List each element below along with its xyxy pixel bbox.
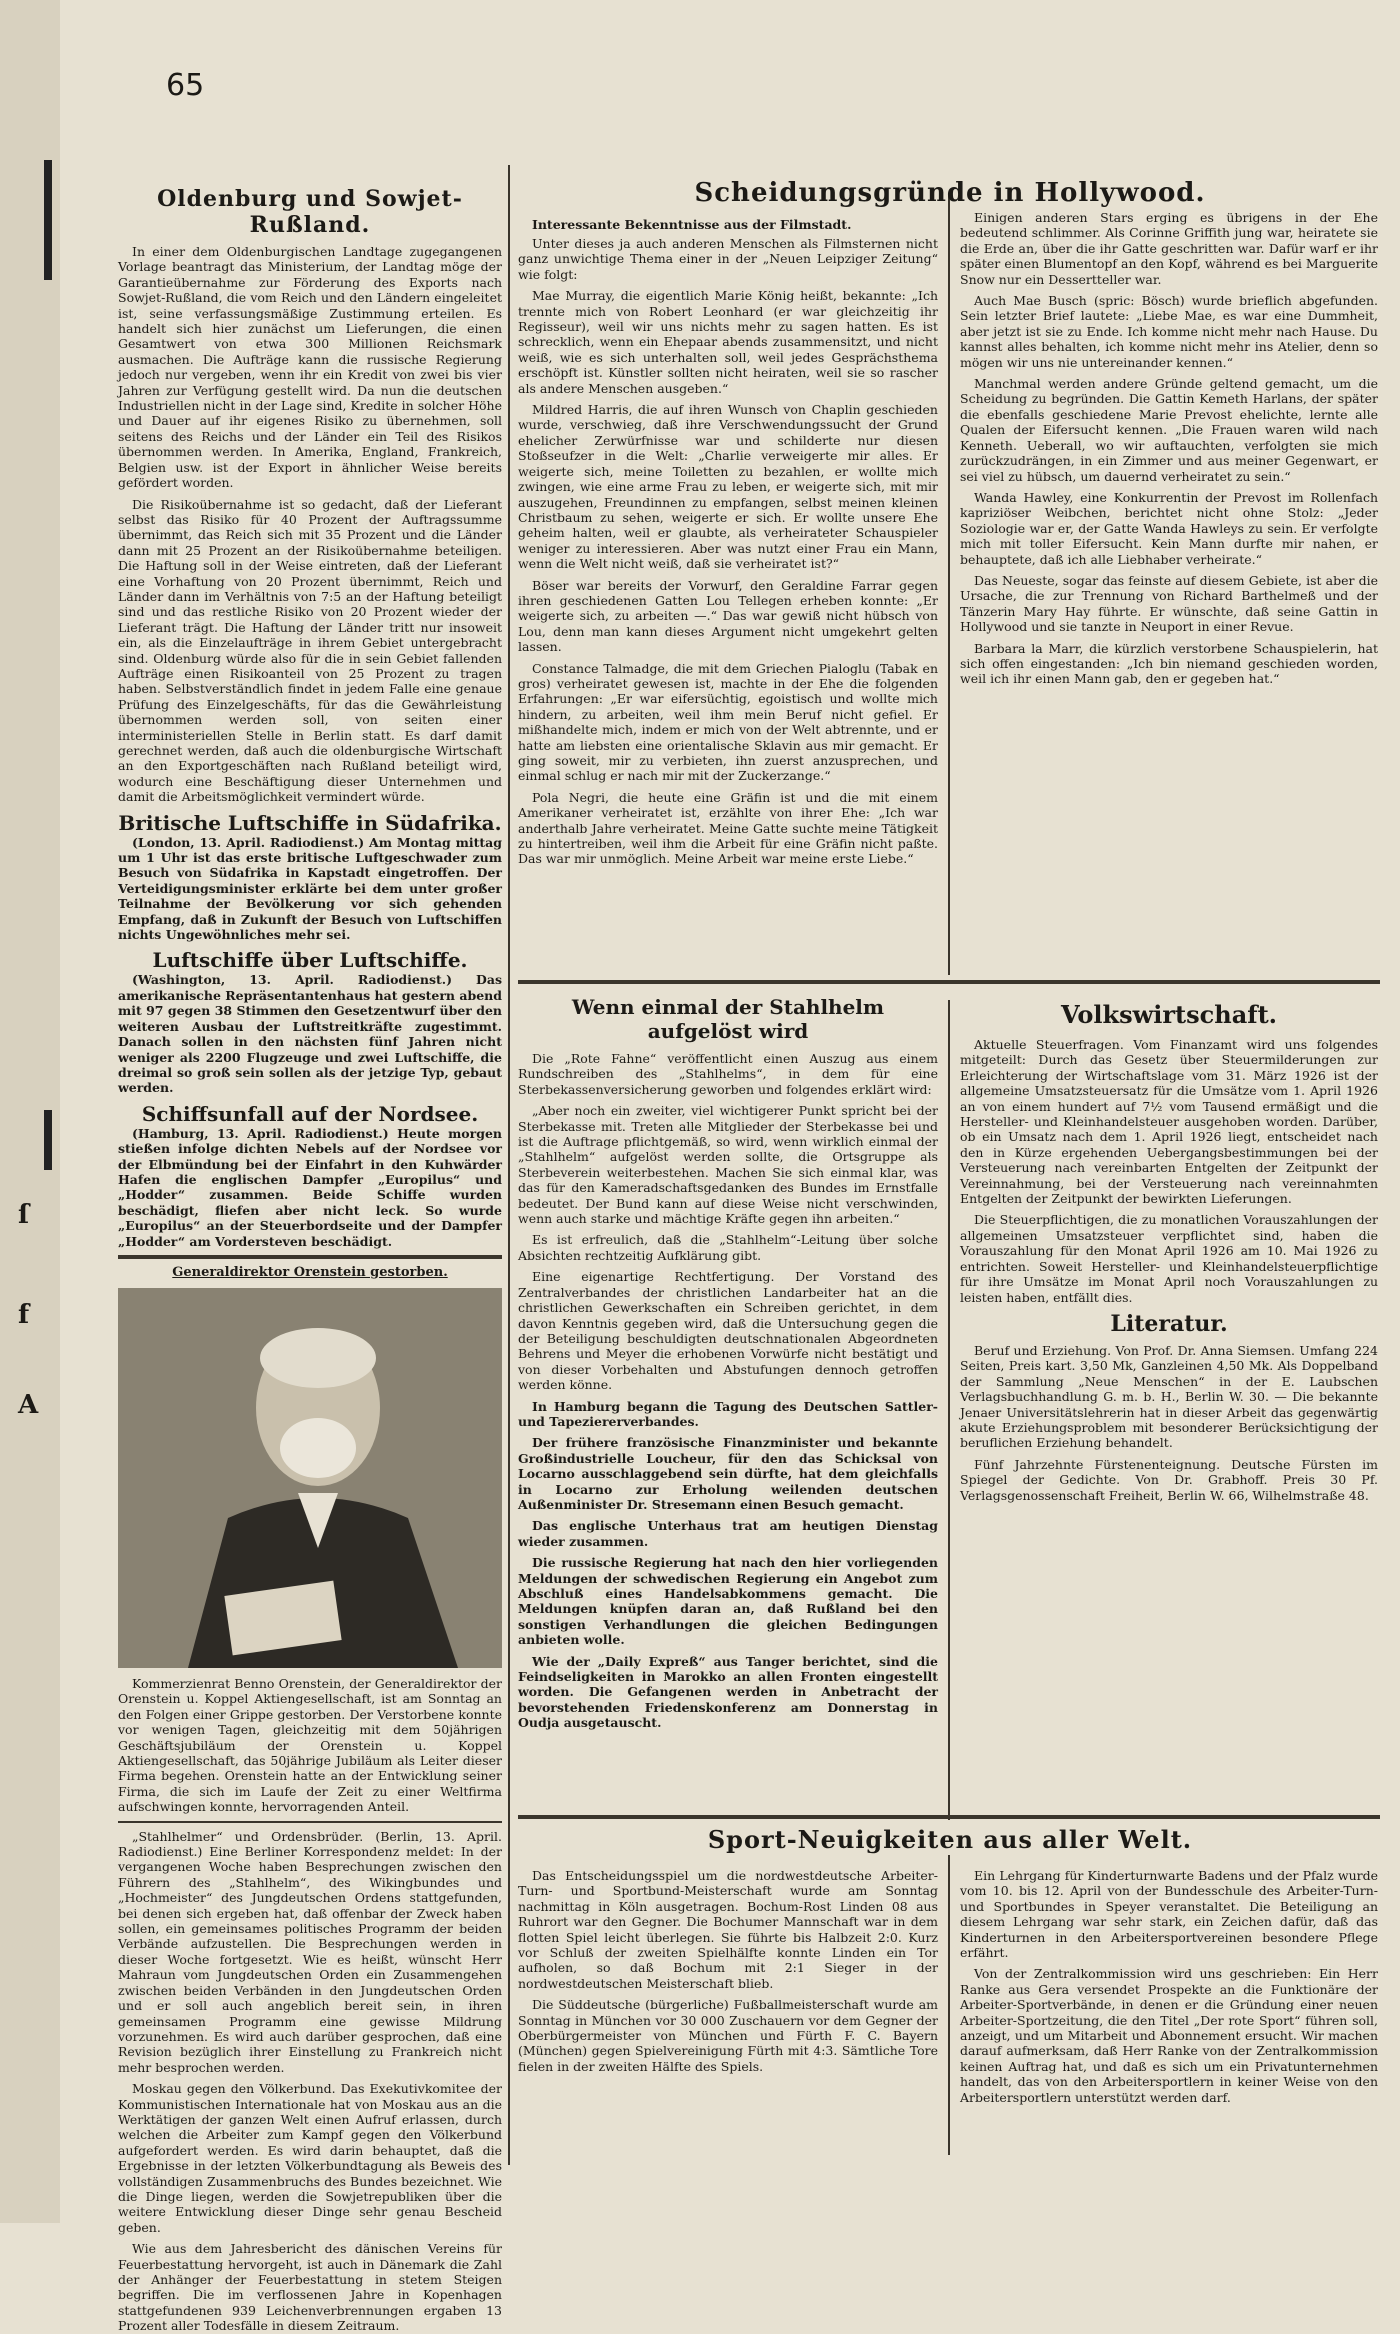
- column-right-bottom: [960, 1000, 1378, 1790]
- article-paragraph: Die Süddeutsche (bürgerliche) Fußballmeisterschaft wurde am Sonntag in München vor 30 000 Zuschauern vor dem Gegner der Oberbürgermeister von München und Fürth F. C. Bayern (München) gegen Spielvereinigung Fürth mit 4:3. Sämtliche Tore fielen in der zweiten Hälfte des Spiels.: [518, 1997, 938, 2074]
- margin-glyph: f: [18, 1300, 30, 1330]
- article-paragraph: (Washington, 13. April. Radiodienst.) Das amerikanische Repräsentantenhaus hat gestern abend mit 97 gegen 38 Stimmen den Gesetzentwurf über den weiteren Ausbau der Luftstreitkräfte zugestimmt. Danach sollen in den nächsten fünf Jahren nicht weniger als 2200 Flugzeuge und zwei Luftschiffe, die dreimal so groß sein sollen als der jetzige Typ, gebaut werden.: [118, 972, 502, 1096]
- article-paragraph: „Aber noch ein zweiter, viel wichtigerer Punkt spricht bei der Sterbekasse mit. Treten alle Mitglieder der Sterbekasse bei und ist die Auftrage pflichtgemäß, so wird, wenn wirklich einmal der „Stahlhelm“ aufgelöst werden sollte, die Ortsgruppe als Sterbeverein weiterbestehen. Machen Sie sich einmal klar, was das für den Kameradschaftsgedanken des Bundes im Ernstfalle bedeutet. Der Bund kann auf diese Weise nicht verschwinden, wenn auch starke und mächtige Kräfte gegen ihn arbeiten.“: [518, 1103, 938, 1227]
- article-paragraph: Das Neueste, sogar das feinste auf diesem Gebiete, ist aber die Ursache, die zur Trennung von Richard Barthelmeß und der Tänzerin Mary Hay führte. Er wünschte, daß seine Gattin in Hollywood und sie tanzte in Neuport in einer Revue.: [960, 572, 1378, 635]
- article-paragraph: Wie aus dem Jahresbericht des dänischen Vereins für Feuerbestattung hervorgeht, ist auch in Dänemark die Zahl der Anhänger der Feuerbestattung in stetem Steigen begriffen. Die im verflossenen Jahre in Kopenhagen stattgefundenen 939 Leichenverbrennungen ergaben 13 Prozent aller Todesfälle in diesem Zeitraum.: [118, 2241, 502, 2334]
- portrait-photo: [118, 1288, 502, 1668]
- article-paragraph: Ein Lehrgang für Kinderturnwarte Badens und der Pfalz wurde vom 10. bis 12. April von der Bundesschule des Arbeiter-Turn- und Sportbundes in Speyer veranstaltet. Die Beteiligung an diesem Lehrgang war sehr stark, ein Zeichen dafür, daß das Kinderturnen in den Arbeitersportvereinen besondere Pflege erfährt.: [960, 1868, 1378, 1961]
- section-divider: [518, 1815, 1380, 1819]
- article-paragraph: Mae Murray, die eigentlich Marie König heißt, bekannte: „Ich trennte mich von Robert Leonhard (er war gleichzeitig ihr Regisseur), weil wir uns nichts mehr zu sagen hatten. Es ist schrecklich, wenn ein Ehepaar abends zusammensitzt, und nicht weiß, wie es sich unterhalten soll, weil jedes Gesprächsthema erschöpft ist. Künstler sollten nicht heiraten, weil sie so rascher als andere Menschen ausgeben.“: [518, 288, 938, 396]
- column-middle-bottom: [518, 995, 938, 1785]
- headline-literatur: Literatur.: [1110, 1310, 1228, 1337]
- column-right-top: [960, 210, 1378, 970]
- column-middle-top: [518, 215, 938, 970]
- article-paragraph: Die russische Regierung hat nach den hier vorliegenden Meldungen der schwedischen Regierung ein Angebot zum Abschluß eines Handelsabkommens gemacht. Die Meldungen knüpfen daran an, daß Rußland bei den sonstigen Verhandlungen die gleichen Bedingungen anbieten wolle.: [518, 1555, 938, 1648]
- article-paragraph: Manchmal werden andere Gründe geltend gemacht, um die Scheidung zu begründen. Die Gattin Kemeth Harlans, der später die ebenfalls geschiedene Marie Prevost ehelichte, lernte alle Qualen der Eifersucht kennen. „Die Frauen waren wild nach Kenneth. Ueberall, wo wir auftauchten, verfolgten sie mich zurückzudrängen, in ein Zimmer und aus meiner Gegenwart, er sei viel zu hübsch, um dauernd verheiratet zu sein.“: [960, 376, 1378, 484]
- article-paragraph: (London, 13. April. Radiodienst.) Am Montag mittag um 1 Uhr ist das erste britische Luftgeschwader zum Besuch von Südafrika in Kapstadt eingetroffen. Der Verteidigungsminister erklärte bei dem unter großer Teilnahme der Bevölkerung vor sich gehenden Empfang, daß in Zukunft der Besuch von Luftschiffen nichts Ungewöhnliches mehr sei.: [118, 834, 502, 943]
- photo-headline: Generaldirektor Orenstein gestorben.: [172, 1264, 448, 1280]
- column-rule: [948, 195, 950, 975]
- article-paragraph: Moskau gegen den Völkerbund. Das Exekutivkomitee der Kommunistischen Internationale hat von Moskau aus an die Werktätigen der ganzen Welt einen Aufruf erlassen, durch welchen die Arbeiter zum Kampf gegen den Völkerbund aufgefordert werden. Es wird darin behauptet, daß die Ergebnisse in der letzten Völkerbundtagung als Beweis des vollständigen Zusammenbruchs des Bundes bezeichnet. Wie die Dinge liegen, werden die Sowjetrepubliken über die weitere Entwicklung dieser Dinge sehr genau Bescheid geben.: [118, 2081, 502, 2235]
- margin-mark: [44, 1110, 52, 1170]
- column-rule: [948, 1855, 950, 2155]
- column-rule: [508, 165, 510, 2165]
- margin-mark: [44, 160, 52, 280]
- margin-glyph: ſ: [18, 1200, 30, 1230]
- headline-luftschiffe: Luftschiffe über Luftschiffe.: [152, 948, 468, 973]
- article-paragraph: Es ist erfreulich, daß die „Stahlhelm“-Leitung über solche Absichten rechtzeitig Aufklärung gibt.: [518, 1232, 938, 1263]
- headline-stahlhelm: Wenn einmal der Stahlhelm aufgelöst wird: [571, 995, 885, 1043]
- section-divider: [518, 980, 1380, 984]
- article-paragraph: Wanda Hawley, eine Konkurrentin der Prevost im Rollenfach kapriziöser Weibchen, berichtet nicht ohne Stolz: „Jeder Soziologie war er, der Gatte Wanda Hawleys zu sein. Er verfolgte mich mit toller Eifersucht. Kein Mann durfte mir nahen, er behauptete, daß ich alle Liebhaber verheirate.“: [960, 489, 1378, 567]
- article-paragraph: Beruf und Erziehung. Von Prof. Dr. Anna Siemsen. Umfang 224 Seiten, Preis kart. 3,50 Mk, Ganzleinen 4,50 Mk. Als Doppelband der Sammlung „Neue Menschen“ in der E. Laubschen Verlagsbuchhandlung G. m. b. H., Berlin W. 30. — Die bekannte Jenaer Universitätslehrerin hat in dieser Arbeit das gegenwärtig akute Erziehungsproblem mit besonderer Berücksichtigung der beruflichen Erziehung behandelt.: [960, 1342, 1378, 1451]
- article-paragraph: Unter dieses ja auch anderen Menschen als Filmsternen nicht ganz unwichtige Thema einer in der „Neuen Leipziger Zeitung“ wie folgt:: [518, 236, 938, 282]
- headline-luftschiffe-suedafrika: Britische Luftschiffe in Südafrika.: [118, 810, 502, 835]
- page-number: 65: [166, 68, 205, 103]
- sport-column-left: [518, 1868, 938, 2168]
- article-paragraph: Einigen anderen Stars erging es übrigens in der Ehe bedeutend schlimmer. Als Corinne Griffith jung war, heiratete sie die Erde an, über die ihr Gatte geschritten war. Dafür warf er ihr später einen Blumentopf an den Kopf, während es bei Marguerite Snow nur ein Dessertteller war.: [960, 210, 1378, 287]
- article-paragraph: In Hamburg begann die Tagung des Deutschen Sattler- und Tapeziererverbandes.: [518, 1398, 938, 1429]
- article-paragraph: Constance Talmadge, die mit dem Griechen Pialoglu (Tabak en gros) verheiratet gewesen ist, machte in der Ehe die folgenden Erfahrungen: „Er war eifersüchtig, egoistisch und wollte mich hindern, zu arbeiten, weil ihm mein Beruf nicht gefiel. Er mißhandelte mich, indem er mich von der Welt abtrennte, und er hatte am liebsten eine orientalische Sklavin aus mir gemacht. Er ging soweit, mir zu verbieten, ihn zuerst anzusprechen, und einmal schlug er nach mir mit der Zuckerzange.“: [518, 660, 938, 784]
- left-margin-strip: [0, 0, 60, 2223]
- section-divider: [118, 1821, 502, 1823]
- article-paragraph: Kommerzienrat Benno Orenstein, der Generaldirektor der Orenstein u. Koppel Aktiengesellschaft, ist am Sonntag an den Folgen einer Grippe gestorben. Der Verstorbene konnte vor wenigen Tagen, gleichzeitig mit dem 50jährigen Geschäftsjubiläum der Orenstein u. Koppel Aktiengesellschaft, das 50jährige Jubiläum als Leiter dieser Firma begehen. Orenstein hatte an der Entwicklung seiner Firma, die sich im Laufe der Zeit zu einer Weltfirma aufschwingen konnte, hervorragenden Anteil.: [118, 1675, 502, 1815]
- article-subheadline: Interessante Bekenntnisse aus der Filmstadt.: [532, 217, 852, 232]
- sport-column-right: [960, 1868, 1378, 2168]
- column-left: [118, 170, 502, 2334]
- article-paragraph: Aktuelle Steuerfragen. Vom Finanzamt wird uns folgendes mitgeteilt: Durch das Gesetz über Steuermilderungen zur Erleichterung der Wirtschaftslage vom 31. März 1926 ist der allgemeine Umsatzsteuersatz für die Umsätze vom 1. April 1926 an von einem hundert auf 7½ vom Tausend ermäßigt und die Hersteller- und Kleinhandelsteuer ausgehoben worden. Darüber, ob ein Umsatz nach dem 1. April 1926 liegt, entscheidet nach den in Kürze ergehenden Uebergangsbestimmungen bei der Versteuerung nach vereinbarten Entgelten der Zeitpunkt der Vereinnahmung, bei der Versteuerung nach vereinnahmten Entgelten der Zeitpunkt der bewirkten Lieferungen.: [960, 1037, 1378, 1207]
- headline-schiffsunfall: Schiffsunfall auf der Nordsee.: [141, 1101, 479, 1126]
- article-paragraph: Auch Mae Busch (spric: Bösch) wurde brieflich abgefunden. Sein letzter Brief lautete: „Liebe Mae, es war eine Dummheit, aber jetzt ist sie zu Ende. Ich komme nicht mehr nach Hause. Du kannst alles behalten, ich komme nicht mehr ins Atelier, denn so mögen wir uns nie untereinander kennen.“: [960, 293, 1378, 370]
- article-paragraph: Barbara la Marr, die kürzlich verstorbene Schauspielerin, hat sich offen eingestanden: „Ich bin niemand geschieden worden, weil ich ihr einen Mann gab, den er gegeben hat.“: [960, 640, 1378, 687]
- article-paragraph: Das englische Unterhaus trat am heutigen Dienstag wieder zusammen.: [518, 1518, 938, 1549]
- article-paragraph: Das Entscheidungsspiel um die nordwestdeutsche Arbeiter-Turn- und Sportbund-Meisterschaft wurde am Sonntag nachmittag in Köln ausgetragen. Bochum-Rost Linden 08 aus Ruhrort war den Gegner. Die Bochumer Mannschaft war in dem flotten Spiel leicht überlegen. Sie führte bis Halbzeit 2:0. Kurz vor Schluß der zweiten Spielhälfte konnte Linden ein Tor aufholen, so daß Bochum mit 2:1 Sieger in der nordwestdeutschen Meisterschaft blieb.: [518, 1868, 938, 1991]
- article-paragraph: (Hamburg, 13. April. Radiodienst.) Heute morgen stießen infolge dichten Nebels auf der Nordsee vor der Elbmündung bei der Einfahrt in den Kuhwärder Hafen die englischen Dampfer „Europilus“ und „Hodder“ zusammen. Beide Schiffe wurden beschädigt, fliefen aber nicht leck. So wurde „Europilus“ an der Steuerbordseite und der Dampfer „Hodder“ am Vordersteven beschädigt.: [118, 1125, 502, 1249]
- section-divider: [118, 1255, 502, 1259]
- article-paragraph: In einer dem Oldenburgischen Landtage zugegangenen Vorlage beantragt das Ministerium, der Landtag möge der Garantieübernahme zur Förderung des Exports nach Sowjet-Rußland, die vom Reich und den Ländern eingeleitet ist, seine verfassungsmäßige Zustimmung erteilen. Es handelt sich hier zunächst um Lieferungen, die einen Gesamtwert von etwa 300 Millionen Reichsmark ausmachen. Die Aufträge kann die russische Regierung jedoch nur vergeben, wenn ihr ein Kredit von zwei bis vier Jahren zur Verfügung gestellt wird. Da nun die deutschen Industriellen nicht in der Lage sind, Kredite in solcher Höhe und Dauer auf ihr eigenes Risiko zu übernehmen, soll seitens des Reichs und der Länder ein Teil des Risikos übernommen werden. In Amerika, England, Frankreich, Belgien usw. ist der Export in ähnlicher Weise bereits gefördert worden.: [118, 244, 502, 491]
- column-rule: [948, 1000, 950, 1820]
- article-paragraph: Böser war bereits der Vorwurf, den Geraldine Farrar gegen ihren geschiedenen Gatten Lou Tellegen erheben konnte: „Er weigerte sich, zu arbeiten —.“ Das war gewiß nicht hübsch von Lou, denn man kann dieses Argument nicht umgekehrt gelten lassen.: [518, 577, 938, 655]
- article-paragraph: Eine eigenartige Rechtfertigung. Der Vorstand des Zentralverbandes der christlichen Landarbeiter hat an die christlichen Gewerkschaften ein Schreiben gerichtet, in dem davon Kenntnis gegeben wird, daß die Untersuchung gegen die der Beteiligung beschuldigten deutschnationalen Abgeordneten Behrens und Meyer die erhobenen Vorwürfe nicht bestätigt und von dieser Vorbehalten und Abstufungen dennoch getroffen werden könne.: [518, 1269, 938, 1393]
- article-paragraph: Der frühere französische Finanzminister und bekannte Großindustrielle Loucheur, für den das Schicksal von Locarno ausschlaggebend sein dürfte, hat dem gleichfalls in Locarno zur Erholung weilenden deutschen Außenminister Dr. Stresemann einen Besuch gemacht.: [518, 1435, 938, 1512]
- article-paragraph: Pola Negri, die heute eine Gräfin ist und die mit einem Amerikaner verheiratet ist, erzählte von ihrer Ehe: „Ich war anderthalb Jahre verheiratet. Meine Gatte suchte meine Tätigkeit zu hintertreiben, weil ihm die Arbeit für eine Gräfin nicht paßte. Das war mir unmöglich. Meine Arbeit war meine erste Liebe.“: [518, 789, 938, 867]
- headline-oldenburg: Oldenburg und Sowjet-Rußland.: [157, 186, 463, 238]
- article-paragraph: Wie der „Daily Expreß“ aus Tanger berichtet, sind die Feindseligkeiten in Marokko an allen Fronten eingestellt worden. Die Gefangenen werden in Anbetracht der bevorstehenden Friedenskonferenz am Donnerstag in Oudja ausgetauscht.: [518, 1653, 938, 1731]
- article-paragraph: Fünf Jahrzehnte Fürstenenteignung. Deutsche Fürsten im Spiegel der Gedichte. Von Dr. Grabhoff. Preis 30 Pf. Verlagsgenossenschaft Freiheit, Berlin W. 66, Wilhelmstraße 48.: [960, 1456, 1378, 1503]
- article-paragraph: Die Steuerpflichtigen, die zu monatlichen Vorauszahlungen der allgemeinen Umsatzsteuer verpflichtet sind, haben die Vorauszahlung für den Monat April 1926 am 10. Mai 1926 zu entrichten. Soweit Hersteller- und Kleinhandelsteuerpflichtige für ihre Umsätze im Monat April noch Vorauszahlungen zu leisten haben, entfällt dies.: [960, 1212, 1378, 1305]
- article-paragraph: Die „Rote Fahne“ veröffentlicht einen Auszug aus einem Rundschreiben des „Stahlhelms“, in dem für eine Sterbekassenversicherung geworben und folgendes erklärt wird:: [518, 1051, 938, 1097]
- article-paragraph: Von der Zentralkommission wird uns geschrieben: Ein Herr Ranke aus Gera versendet Prospekte an die Funktionäre der Arbeiter-Sportverbände, in denen er die Gründung einer neuen Arbeiter-Sportzeitung, die den Titel „Der rote Sport“ führen soll, anzeigt, und um Mitarbeit und Abonnement ersucht. Wir machen darauf aufmerksam, daß Herr Ranke von der Zentralkommission keinen Auftrag hat, und daß es sich um ein Privatunternehmen handelt, das von den Arbeitersportlern in keiner Weise von den Arbeitersportlern unterstützt werden darf.: [960, 1966, 1378, 2105]
- headline-sport: Sport-Neuigkeiten aus aller Welt.: [707, 1825, 1193, 1854]
- article-paragraph: „Stahlhelmer“ und Ordensbrüder. (Berlin, 13. April. Radiodienst.) Eine Berliner Korrespondenz meldet: In der vergangenen Woche haben Besprechungen zwischen den Führern des „Stahlhelm“, des Wikingbundes und „Hochmeister“ des Jungdeutschen Ordens stattgefunden, bei denen sich ergeben hat, daß offenbar der Zweck haben sollen, ein gemeinsames politisches Programm der beiden Verbände aufzustellen. Die Besprechungen werden in dieser Woche fortgesetzt. Wie es heißt, wünscht Herr Mahraun vom Jungdeutschen Orden ein Zusammengehen zwischen beiden Verbänden in den Jungdeutschen Orden und er soll auch angeblich bereit sein, in ihren gemeinsamen Programm eine gewisse Mildrung vorzunehmen. Es wird auch darüber gesprochen, daß eine Revision bezüglich ihrer Einstellung zu Frankreich nicht mehr besprochen werden.: [118, 1828, 502, 2075]
- headline-volkswirtschaft: Volkswirtschaft.: [1060, 1000, 1278, 1029]
- article-paragraph: Die Risikoübernahme ist so gedacht, daß der Lieferant selbst das Risiko für 40 Prozent der Auftragssumme übernimmt, das Reich sich mit 35 Prozent und die Länder dann mit 25 Prozent an der Risikoübernahme beteiligen. Die Haftung soll in der Weise eintreten, daß der Lieferant eine Vorhaftung von 20 Prozent übernimmt, Reich und Länder dann im Verhältnis von 7:5 an der Haftung beteiligt sind und das restliche Risiko von 20 Prozent wieder der Lieferant trägt. Die Haftung der Länder tritt nur insoweit ein, als die Einzelaufträge in ihrem Gebiet untergebracht sind. Oldenburg würde also für die in sein Gebiet fallenden Aufträge einen Risikoanteil von 25 Prozent zu tragen haben. Selbstverständlich findet in jedem Falle eine genaue Prüfung des Einzelgeschäfts, für das die Gewährleistung übernommen werden soll, von seiten einer interministeriellen Stelle in Berlin statt. Es darf damit gerechnet werden, daß auch die oldenburgische Wirtschaft an den Exportgeschäften nach Rußland beteiligt wird, wodurch eine Beschäftigung dieser Unternehmen und damit die Arbeitsmöglichkeit vermindert würde.: [118, 496, 502, 805]
- margin-glyph: A: [18, 1390, 39, 1420]
- headline-scheidungsgruende: Scheidungsgründe in Hollywood.: [694, 178, 1206, 208]
- article-paragraph: Mildred Harris, die auf ihren Wunsch von Chaplin geschieden wurde, verschwieg, daß ihre Verschwendungssucht der Grund ehelicher Zerwürfnisse war und schilderte nur diesen Stoßseufzer in die Welt: „Charlie verweigerte mir alles. Er weigerte sich, meine Toiletten zu bezahlen, er wollte mich zwingen, wie eine arme Frau zu leben, er weigerte sich, mit mir auszugehen, Freundinnen zu empfangen, selbst meinen kleinen Christbaum zu sehen, weigerte er sich. Er wollte unsere Ehe geheim halten, weil er glaubte, als verheirateter Schauspieler weniger zu interessieren. Aber was nutzt einer Frau ein Mann, wenn die Welt nicht weiß, daß sie verheiratet ist?“: [518, 402, 938, 572]
